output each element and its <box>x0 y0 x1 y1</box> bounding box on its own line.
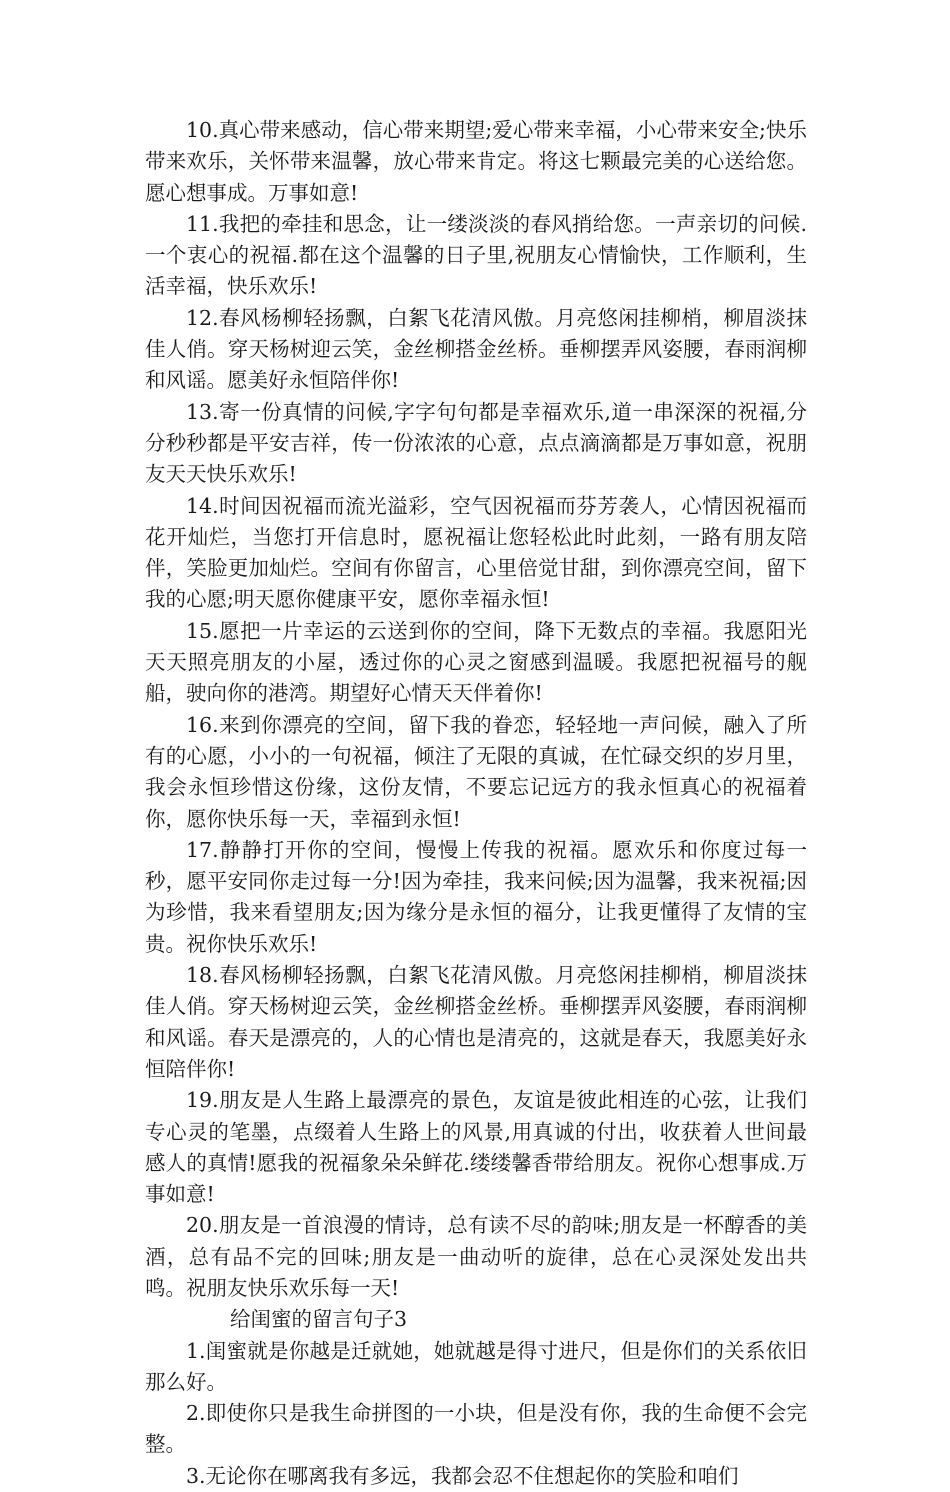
paragraph: 20.朋友是一首浪漫的情诗，总有读不尽的韵味;朋友是一杯醇香的美酒，总有品不完的回味;朋友是一曲动听的旋律，总在心灵深处发出共鸣。祝朋友快乐欢乐每一天! <box>145 1213 807 1300</box>
paragraph: 15.愿把一片幸运的云送到你的空间，降下无数点的幸福。我愿阳光天天照亮朋友的小屋，透过你的心灵之窗感到温暖。我愿把祝福号的舰船，驶向你的港湾。期望好心情天天伴着你! <box>145 618 807 706</box>
paragraph: 11.我把的牵挂和思念，让一缕淡淡的春风捎给您。一声亲切的问候.一个衷心的祝福.都在这个温馨的日子里,祝朋友心情愉快，工作顺利，生活幸福，快乐欢乐! <box>145 211 807 299</box>
paragraph: 10.真心带来感动，信心带来期望;爱心带来幸福，小心带来安全;快乐带来欢乐，关怀带来温馨，放心带来肯定。将这七颗最完美的心送给您。愿心想事成。万事如意! <box>145 118 807 205</box>
paragraph: 12.春风杨柳轻扬飘，白絮飞花清风傲。月亮悠闲挂柳梢，柳眉淡抹佳人俏。穿天杨树迎云笑，金丝柳搭金丝桥。垂柳摆弄风姿腰，春雨润柳和风谣。愿美好永恒陪伴你! <box>145 305 807 393</box>
paragraph: 13.寄一份真情的问候,字字句句都是幸福欢乐,道一串深深的祝福,分分秒秒都是平安吉祥，传一份浓浓的心意，点点滴滴都是万事如意，祝朋友天天快乐欢乐! <box>145 399 807 487</box>
section-heading: 给闺蜜的留言句子3 <box>230 1307 408 1332</box>
paragraph: 1.闺蜜就是你越是迁就她，她就越是得寸进尺，但是你们的关系依旧那么好。 <box>145 1338 807 1394</box>
document-body <box>145 115 807 1492</box>
paragraph: 16.来到你漂亮的空间，留下我的眷恋，轻轻地一声问候，融入了所有的心愿，小小的一句祝福，倾注了无限的真诚，在忙碌交织的岁月里，我会永恒珍惜这份缘，这份友情，不要忘记远方的我永恒真心的祝福着你，愿你快乐每一天，幸福到永恒! <box>145 712 807 831</box>
paragraph: 2.即使你只是我生命拼图的一小块，但是没有你，我的生命便不会完整。 <box>145 1401 807 1457</box>
paragraph: 3.无论你在哪离我有多远，我都会忍不住想起你的笑脸和咱们 <box>186 1463 739 1488</box>
paragraph: 19.朋友是人生路上最漂亮的景色，友谊是彼此相连的心弦，让我们专心灵的笔墨，点缀着人生路上的风景,用真诚的付出，收获着人世间最感人的真情!愿我的祝福象朵朵鲜花.缕缕馨香带给朋友。祝你心想事成.万事如意! <box>145 1088 807 1207</box>
paragraph: 18.春风杨柳轻扬飘，白絮飞花清风傲。月亮悠闲挂柳梢，柳眉淡抹佳人俏。穿天杨树迎云笑，金丝柳搭金丝桥。垂柳摆弄风姿腰，春雨润柳和风谣。春天是漂亮的，人的心情也是清亮的，这就是春天，我愿美好永恒陪伴你! <box>145 963 807 1081</box>
paragraph: 14.时间因祝福而流光溢彩，空气因祝福而芬芳袭人，心情因祝福而花开灿烂，当您打开信息时，愿祝福让您轻松此时此刻，一路有朋友陪伴，笑脸更加灿烂。空间有你留言，心里倍觉甘甜，到你漂亮空间，留下我的心愿;明天愿你健康平安，愿你幸福永恒! <box>145 493 807 612</box>
paragraph: 17.静静打开你的空间，慢慢上传我的祝福。愿欢乐和你度过每一秒，愿平安同你走过每一分!因为牵挂，我来问候;因为温馨，我来祝福;因为珍惜，我来看望朋友;因为缘分是永恒的福分，让我更懂得了友情的宝贵。祝你快乐欢乐! <box>145 837 807 956</box>
